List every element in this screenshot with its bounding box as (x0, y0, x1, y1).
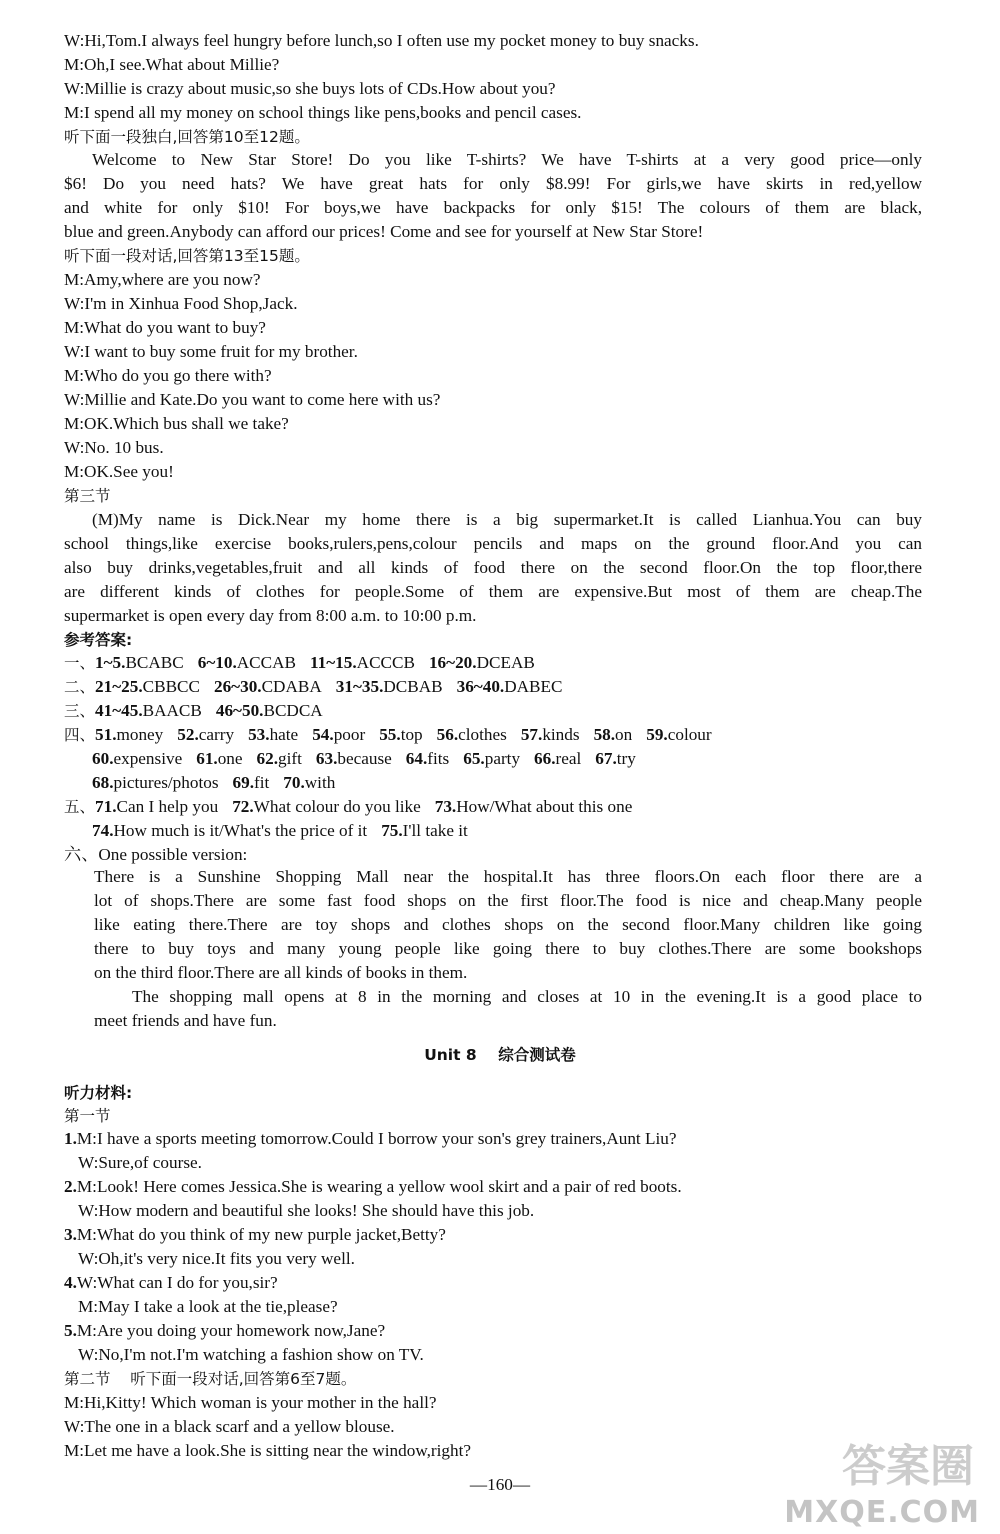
answer-number: 46~50. (215, 701, 264, 720)
answer-number: 11~15. (309, 653, 357, 672)
answer-number: 68. (92, 773, 114, 792)
answer-value: ACCAB (236, 653, 296, 672)
answer-number: 66. (534, 749, 556, 768)
answer-item (406, 749, 449, 768)
answer-number: 36~40. (456, 677, 505, 696)
answer-number: 72. (232, 797, 254, 816)
answer-number: 51. (95, 725, 117, 744)
monologue-line: and white for only $10! For boys,we have backpacks for only $15! The colours of them are black, (64, 198, 922, 217)
answer-value: hate (269, 725, 299, 744)
answer-value: BCABC (125, 653, 184, 672)
answer-number: 67. (595, 749, 617, 768)
answer-item (312, 725, 365, 744)
dialogue-line: M:OK.See you! (64, 462, 174, 481)
section-6-label: 六、One possible version: (64, 845, 248, 864)
answer-value: money (116, 725, 164, 744)
answer-value: How/What about this one (456, 797, 633, 816)
essay-line: lot of shops.There are some fast food shops on the first floor.The food is nice and cheap.Many people (94, 891, 922, 910)
question-3-response: W:Oh,it's very nice.It fits you very well. (78, 1249, 355, 1268)
answer-item (381, 821, 468, 840)
answer-number: 65. (463, 749, 485, 768)
answer-number: 16~20. (428, 653, 477, 672)
answer-item (595, 749, 636, 768)
answer-item (594, 725, 633, 744)
answer-number: 69. (232, 773, 254, 792)
question-2-response: W:How modern and beautiful she looks! She should have this job. (78, 1201, 535, 1220)
section-1-heading: 第一节 (64, 1107, 111, 1125)
answer-value: DCBAB (383, 677, 443, 696)
answer-value: real (555, 749, 582, 768)
question-2: 2.M:Look! Here comes Jessica.She is wearing a yellow wool skirt and a pair of red boots. (64, 1177, 682, 1196)
answer-value: ACCCB (356, 653, 415, 672)
dialogue-line: W:Hi,Tom.I always feel hungry before lunch,so I often use my pocket money to buy snacks. (64, 31, 699, 50)
answers-row-5a (64, 796, 922, 818)
answer-item (95, 725, 163, 744)
listening-material-heading: 听力材料: (64, 1084, 133, 1102)
answer-number: 6~10. (197, 653, 237, 672)
dialogue-line: W:I'm in Xinhua Food Shop,Jack. (64, 294, 298, 313)
dialogue-line: M:Let me have a look.She is sitting near the window,right? (64, 1441, 472, 1460)
dialogue-line: W:No. 10 bus. (64, 438, 164, 457)
answer-item (95, 677, 200, 696)
answer-item (257, 749, 302, 768)
answers-row-4b (92, 748, 922, 770)
answer-item (177, 725, 234, 744)
answer-item (95, 701, 202, 720)
answer-section-prefix: 三、 (64, 702, 96, 720)
answer-value: colour (667, 725, 712, 744)
dialogue-line: W:I want to buy some fruit for my brother. (64, 342, 358, 361)
answers-row-4c (92, 772, 922, 794)
dialogue-line: M:OK.Which bus shall we take? (64, 414, 289, 433)
section-3-heading: 第三节 (64, 487, 111, 505)
watermark-logo (784, 1442, 994, 1534)
essay-line: The shopping mall opens at 8 in the morning and closes at 10 in the evening.It is a good place to (132, 987, 922, 1006)
question-1: 1.M:I have a sports meeting tomorrow.Could I borrow your son's grey trainers,Aunt Liu? (64, 1129, 677, 1148)
answer-number: 41~45. (95, 701, 143, 720)
answer-item (248, 725, 298, 744)
passage-line: also buy drinks,vegetables,fruit and all kinds of food there on the second floor.On the top floor,there (64, 558, 922, 577)
section-2-instruction: 第二节 听下面一段对话,回答第6至7题。 (64, 1370, 357, 1388)
answer-item (534, 749, 581, 768)
answer-section-prefix: 四、 (64, 726, 96, 744)
answer-item (283, 773, 335, 792)
answer-value: clothes (458, 725, 507, 744)
dialogue-line: M:I spend all my money on school things like pens,books and pencil cases. (64, 103, 582, 122)
answer-item (198, 653, 296, 672)
answer-value: DABEC (504, 677, 563, 696)
answer-value: top (400, 725, 423, 744)
answer-value: on (615, 725, 633, 744)
dialogue-line: W:Millie is crazy about music,so she buys lots of CDs.How about you? (64, 79, 556, 98)
essay-line: There is a Sunshine Shopping Mall near the hospital.It has three floors.On each floor there are a (94, 867, 922, 886)
passage-line: school things,like exercise books,rulers,pens,colour pencils and maps on the ground floor.And you can (64, 534, 922, 553)
answer-item (92, 821, 367, 840)
passage-line: supermarket is open every day from 8:00 a.m. to 10:00 p.m. (64, 606, 477, 625)
answer-value: fits (427, 749, 450, 768)
answer-number: 21~25. (95, 677, 143, 696)
dialogue-line: M:Hi,Kitty! Which woman is your mother in the hall? (64, 1393, 437, 1412)
page-number: —160— (469, 1475, 531, 1494)
answer-number: 26~30. (213, 677, 262, 696)
watermark-en: MXQE.COM (784, 1495, 980, 1530)
answer-number: 74. (92, 821, 114, 840)
dialogue-line: W:The one in a black scarf and a yellow blouse. (64, 1417, 395, 1436)
answer-item (214, 677, 322, 696)
answer-value: CBBCC (142, 677, 200, 696)
answer-value: carry (198, 725, 235, 744)
answer-item (196, 749, 242, 768)
answers-row-1 (64, 652, 922, 674)
answer-number: 63. (315, 749, 338, 768)
answer-number: 64. (405, 749, 428, 768)
answer-number: 54. (312, 725, 334, 744)
answer-section-prefix: 二、 (64, 678, 96, 696)
unit-title: Unit 8 综合测试卷 (424, 1046, 576, 1064)
answer-value: try (616, 749, 636, 768)
answer-value: BAACB (142, 701, 202, 720)
question-5: 5.M:Are you doing your homework now,Jane? (64, 1321, 386, 1340)
answer-value: with (304, 773, 336, 792)
answer-item (95, 653, 184, 672)
dialogue-line: M:Who do you go there with? (64, 366, 272, 385)
answer-value: because (337, 749, 392, 768)
answer-item (233, 773, 270, 792)
answer-item (92, 749, 182, 768)
answer-value: party (484, 749, 521, 768)
answer-value: one (217, 749, 243, 768)
answer-item (336, 677, 443, 696)
answer-number: 70. (283, 773, 305, 792)
answer-item (216, 701, 323, 720)
monologue-line: blue and green.Anybody can afford our prices! Come and see for yourself at New Star Store! (64, 222, 704, 241)
answer-item (457, 677, 563, 696)
essay-line: on the third floor.There are all kinds of books in them. (94, 963, 468, 982)
answers-row-2 (64, 676, 922, 698)
dialogue-line: W:Millie and Kate.Do you want to come here with us? (64, 390, 441, 409)
answer-value: I'll take it (402, 821, 468, 840)
answer-item (437, 725, 507, 744)
answer-value: fit (254, 773, 270, 792)
answer-number: 55. (379, 725, 401, 744)
dialogue-line: M:What do you want to buy? (64, 318, 266, 337)
monologue-line: $6! Do you need hats? We have great hats for only $8.99! For girls,we have skirts in red,yellow (64, 174, 922, 193)
answer-value: What colour do you like (253, 797, 421, 816)
answer-value: Can I help you (116, 797, 219, 816)
question-4: 4.W:What can I do for you,sir? (64, 1273, 278, 1292)
watermark-cn: 答案圈 (842, 1441, 974, 1492)
answer-number: 53. (248, 725, 270, 744)
question-4-response: M:May I take a look at the tie,please? (78, 1297, 338, 1316)
answer-item (521, 725, 580, 744)
essay-line: like eating there.There are toy shops and clothes shops on the second floor.Many children like going (94, 915, 922, 934)
answer-value: gift (278, 749, 302, 768)
question-5-response: W:No,I'm not.I'm watching a fashion show on TV. (78, 1345, 424, 1364)
answer-value: pictures/photos (113, 773, 219, 792)
answer-value: DCEAB (476, 653, 535, 672)
answer-item (310, 653, 415, 672)
answer-value: kinds (542, 725, 580, 744)
essay-line: meet friends and have fun. (94, 1011, 277, 1030)
answer-item (232, 797, 421, 816)
answer-number: 61. (196, 749, 218, 768)
answers-row-5b (92, 820, 922, 842)
passage-line: are different kinds of clothes for people.Some of them are expensive.But most of them are cheap.The (64, 582, 922, 601)
answer-number: 73. (434, 797, 457, 816)
answer-number: 57. (520, 725, 543, 744)
answer-number: 75. (381, 821, 403, 840)
monologue-line: Welcome to New Star Store! Do you like T-shirts? We have T-shirts at a very good price—only (92, 150, 922, 169)
answer-value: expensive (113, 749, 183, 768)
answer-number: 1~5. (95, 653, 126, 672)
answer-section-prefix: 一、 (64, 654, 96, 672)
answer-item (646, 725, 711, 744)
answer-item (463, 749, 520, 768)
answer-number: 62. (256, 749, 279, 768)
passage-line: (M)My name is Dick.Near my home there is a big supermarket.It is called Lianhua.You can buy (92, 510, 922, 529)
answer-number: 58. (593, 725, 616, 744)
essay-line: there to buy toys and many young people like going there to buy clothes.There are some bookshops (94, 939, 922, 958)
answer-number: 31~35. (335, 677, 384, 696)
answer-item (92, 773, 219, 792)
answer-number: 60. (92, 749, 114, 768)
answers-row-4a (64, 724, 922, 746)
answer-value: BCDCA (263, 701, 323, 720)
answer-item (95, 797, 218, 816)
answer-item (435, 797, 633, 816)
question-3: 3.M:What do you think of my new purple jacket,Betty? (64, 1225, 446, 1244)
answer-number: 59. (646, 725, 668, 744)
answer-number: 56. (436, 725, 459, 744)
dialogue-line: M:Amy,where are you now? (64, 270, 261, 289)
answer-item (379, 725, 422, 744)
instruction-10-12: 听下面一段独白,回答第10至12题。 (64, 128, 310, 146)
answer-number: 71. (95, 797, 117, 816)
answers-row-3 (64, 700, 922, 722)
question-1-response: W:Sure,of course. (78, 1153, 202, 1172)
answers-heading: 参考答案: (64, 631, 133, 649)
answer-value: CDABA (261, 677, 322, 696)
instruction-13-15: 听下面一段对话,回答第13至15题。 (64, 247, 310, 265)
dialogue-line: M:Oh,I see.What about Millie? (64, 55, 280, 74)
answer-section-prefix: 五、 (64, 798, 96, 816)
answer-number: 52. (177, 725, 199, 744)
answer-value: poor (333, 725, 366, 744)
answer-item (429, 653, 535, 672)
answer-item (316, 749, 392, 768)
answer-value: How much is it/What's the price of it (113, 821, 368, 840)
